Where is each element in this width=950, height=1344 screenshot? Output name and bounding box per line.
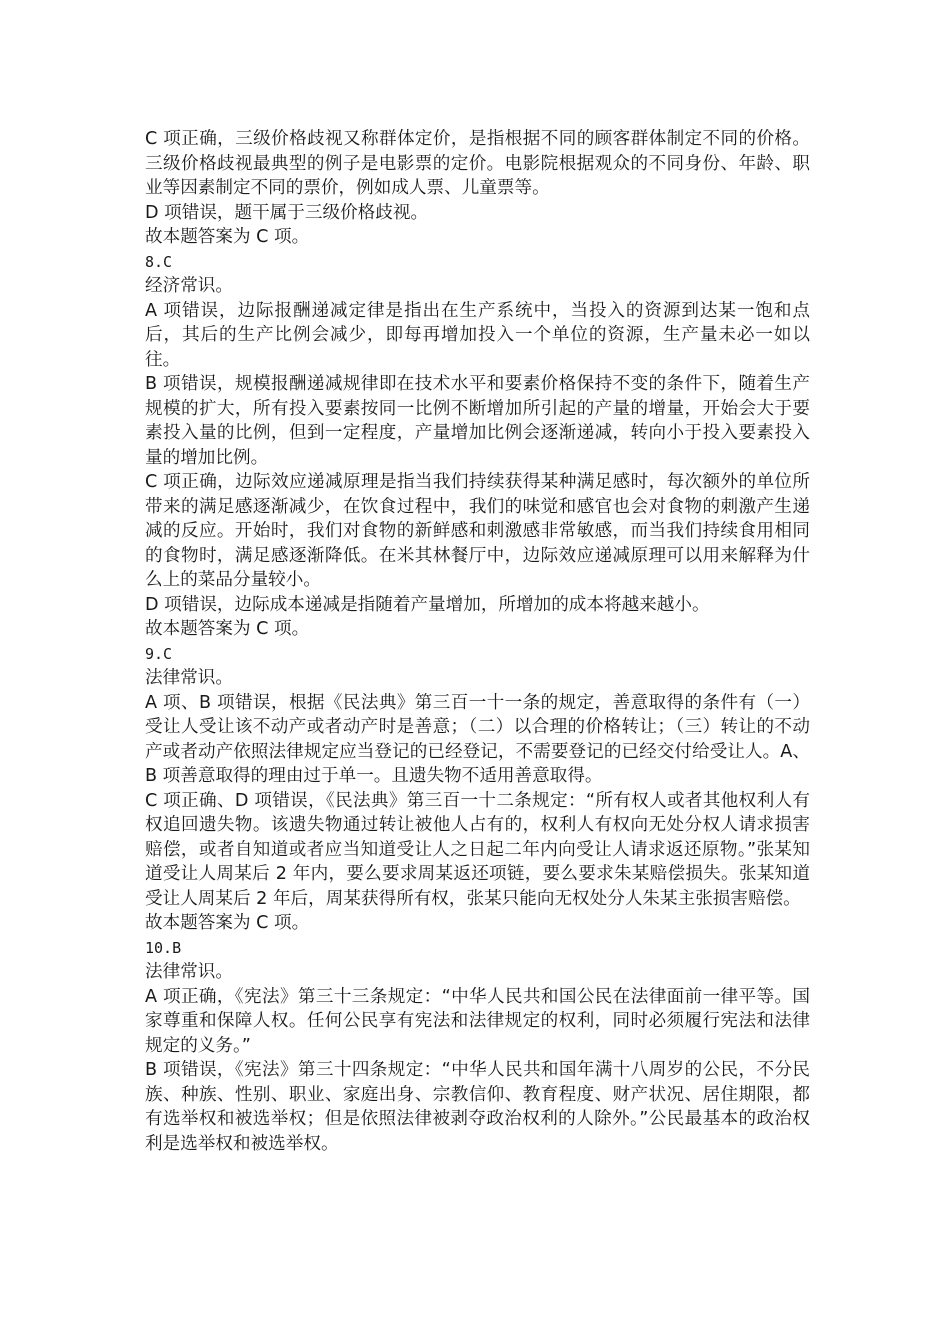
q7-d-option: D 项错误，题干属于三级价格歧视。 — [145, 202, 429, 223]
q8-d-option: D 项错误，边际成本递减是指随着产量增加，所增加的成本将越来越小。 — [145, 594, 710, 615]
q7-c-option: C 项正确，三级价格歧视又称群体定价，是指根据不同的顾客群体制定不同的价格。三级价格歧视最典型的例子是电影票的定价。电影院根据观众的不同身份、年龄、职业等因素制定不同的票价，例如成人票、儿童票等。 — [145, 129, 810, 198]
q8-number: 8.C — [145, 252, 173, 271]
q10-number: 10.B — [145, 938, 182, 957]
q8-c-option: C 项正确，边际效应递减原理是指当我们持续获得某种满足感时，每次额外的单位所带来的满足感逐渐减少，在饮食过程中，我们的味觉和感官也会对食物的刺激产生递减的反应。开始时，我们对食物的新鲜感和刺激感非常敏感，而当我们持续食用相同的食物时，满足感逐渐降低。在米其林餐厅中，边际效应递减原理可以用来解释为什么上的菜品分量较小。 — [145, 472, 810, 590]
q7-answer: 故本题答案为 C 项。 — [145, 227, 310, 247]
q10-a-option: A 项正确，《宪法》第三十三条规定：“中华人民共和国公民在法律面前一律平等。国家尊重和保障人权。任何公民享有宪法和法律规定的权利，同时必须履行宪法和法律规定的义务。” — [145, 986, 810, 1056]
q8-a-option: A 项错误，边际报酬递减定律是指出在生产系统中，当投入的资源到达某一饱和点后，其后的生产比例会减少，即每再增加投入一个单位的资源，生产量未必一如以往。 — [145, 300, 810, 370]
q10-b-option: B 项错误，《宪法》第三十四条规定：“中华人民共和国年满十八周岁的公民，不分民族、种族、性别、职业、家庭出身、宗教信仰、教育程度、财产状况、居住期限，都有选举权和被选举权；但是依照法律被剥夺政治权利的人除外。”公民最基本的政治权利是选举权和被选举权。 — [145, 1060, 810, 1154]
document-page — [145, 127, 810, 1156]
q8-answer: 故本题答案为 C 项。 — [145, 619, 310, 639]
q10-topic: 法律常识。 — [145, 962, 233, 982]
q9-ab-option: A 项、B 项错误，根据《民法典》第三百一十一条的规定，善意取得的条件有（一）受让人受让该不动产或者动产时是善意；（二）以合理的价格转让；（三）转让的不动产或者动产依照法律规定应当登记的已经登记，不需要登记的已经交付给受让人。A、B 项善意取得的理由过于单一。且遗失物不适用善意取得。 — [145, 692, 810, 786]
q9-cd-option: C 项正确、D 项错误，《民法典》第三百一十二条规定：“所有权人或者其他权利人有权追回遗失物。该遗失物通过转让被他人占有的，权利人有权向无处分权人请求损害赔偿，或者自知道或者应当知道受让人之日起二年内向受让人请求返还原物。”张某知道受让人周某后 2 年内，要么要求周某返还项链，要么要求朱某赔偿损失。张某知道受让人周某后 2 年后，周某获得所有权，张某只能向无权处分人朱某主张损害赔偿。 — [145, 790, 810, 909]
q9-answer: 故本题答案为 C 项。 — [145, 913, 310, 933]
q9-number: 9.C — [145, 644, 173, 663]
q8-topic: 经济常识。 — [145, 276, 233, 296]
q8-b-option: B 项错误，规模报酬递减规律即在技术水平和要素价格保持不变的条件下，随着生产规模的扩大，所有投入要素按同一比例不断增加所引起的产量的增量，开始会大于要素投入量的比例，但到一定程度，产量增加比例会逐渐递减，转向小于投入要素投入量的增加比例。 — [145, 374, 810, 468]
q9-topic: 法律常识。 — [145, 668, 233, 688]
